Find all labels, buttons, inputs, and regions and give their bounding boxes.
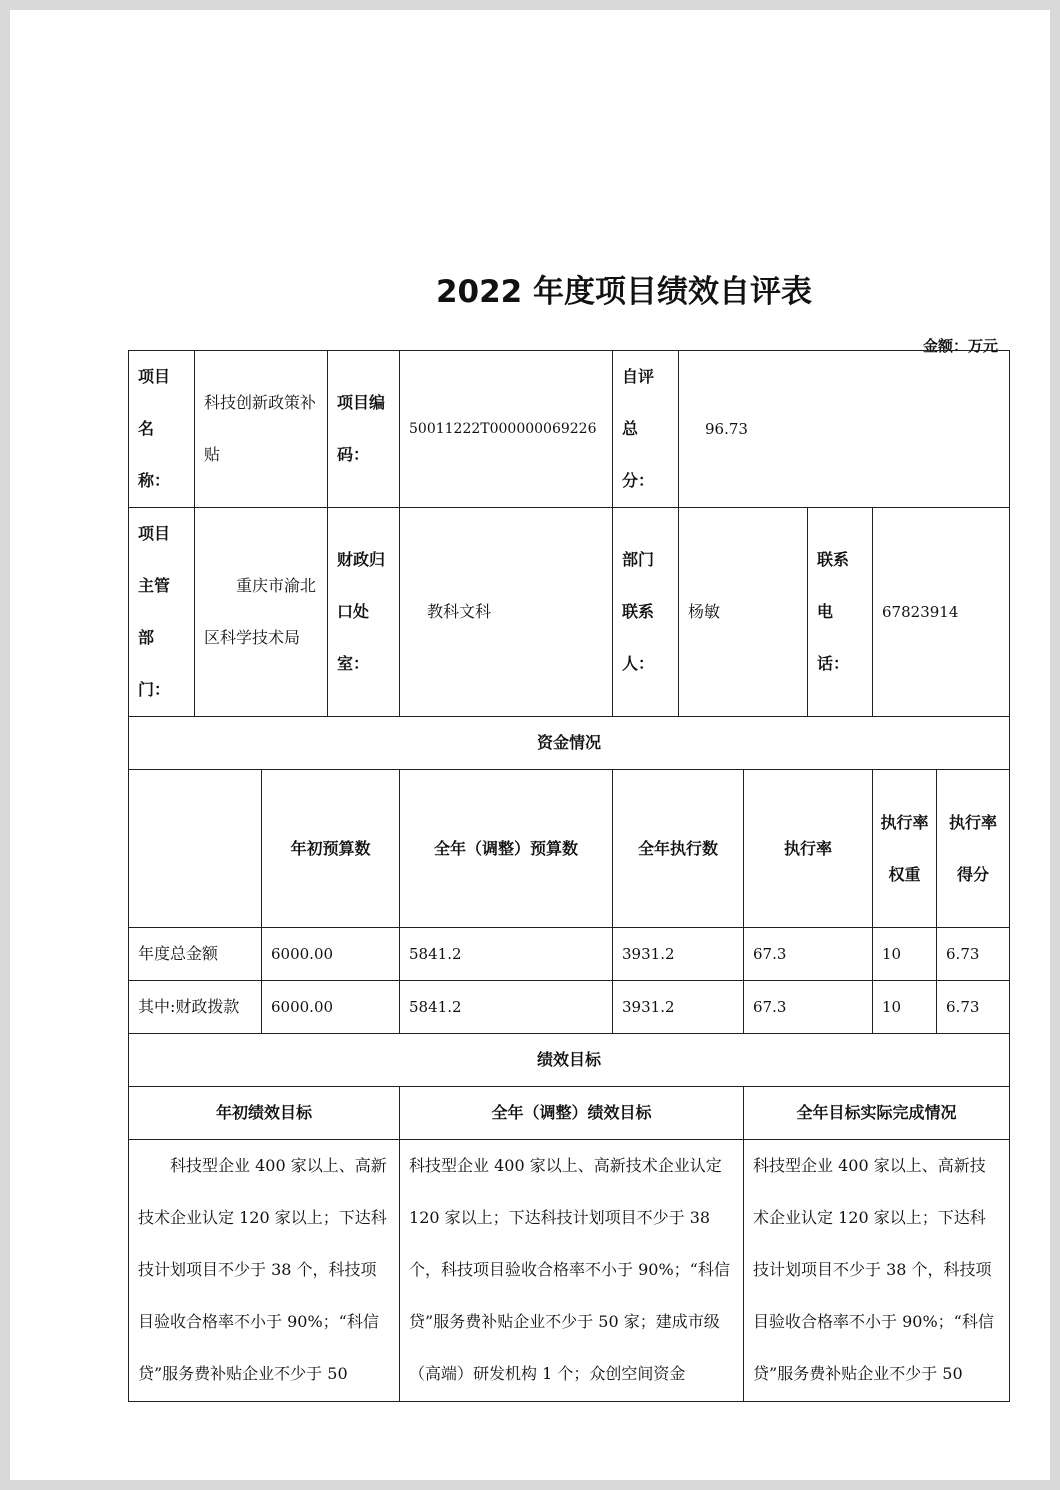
funds-header-blank bbox=[129, 770, 262, 928]
funds-row-score: 6.73 bbox=[937, 981, 1010, 1034]
funds-row-initial: 6000.00 bbox=[262, 928, 400, 981]
office-label: 财政归口处室： bbox=[328, 508, 400, 717]
project-name-value: 科技创新政策补贴 bbox=[195, 351, 328, 508]
dept-label: 项目主管部门： bbox=[129, 508, 195, 717]
funds-row bbox=[129, 981, 1010, 1034]
funds-header-adjusted-budget: 全年（调整）预算数 bbox=[400, 770, 613, 928]
goal-initial-text: 科技型企业 400 家以上、高新技术企业认定 120 家以上；下达科技计划项目不少于 38 个，科技项目验收合格率不小于 90%；“科信贷”服务费补贴企业不少于 50 bbox=[129, 1140, 400, 1402]
funds-section-row bbox=[129, 717, 1010, 770]
funds-row-label: 年度总金额 bbox=[129, 928, 262, 981]
project-row-2 bbox=[129, 508, 1010, 717]
goal-adjusted-text: 科技型企业 400 家以上、高新技术企业认定 120 家以上；下达科技计划项目不少于 38 个，科技项目验收合格率不小于 90%；“科信贷”服务费补贴企业不少于 50 家；建成市级（高端）研发机构 1 个；众创空间资金 bbox=[400, 1140, 744, 1402]
funds-row-adjusted: 5841.2 bbox=[400, 928, 613, 981]
funds-row-executed: 3931.2 bbox=[613, 981, 744, 1034]
goals-header-actual: 全年目标实际完成情况 bbox=[744, 1087, 1010, 1140]
page-title: 2022 年度项目绩效自评表 bbox=[435, 274, 813, 310]
goals-section-row bbox=[129, 1034, 1010, 1087]
funds-row-executed: 3931.2 bbox=[613, 928, 744, 981]
self-score-label: 自评总分： bbox=[613, 351, 679, 508]
unit-note: 金额：万元 bbox=[922, 337, 998, 355]
funds-row-initial: 6000.00 bbox=[262, 981, 400, 1034]
goal-actual-text: 科技型企业 400 家以上、高新技术企业认定 120 家以上；下达科技计划项目不少于 38 个，科技项目验收合格率不小于 90%；“科信贷”服务费补贴企业不少于 50 bbox=[744, 1140, 1010, 1402]
funds-row-rate: 67.3 bbox=[744, 981, 873, 1034]
funds-section-title: 资金情况 bbox=[129, 717, 1010, 770]
phone-value: 67823914 bbox=[873, 508, 1010, 717]
funds-header-weight: 执行率权重 bbox=[873, 770, 937, 928]
goals-header-row bbox=[129, 1087, 1010, 1140]
funds-row-label: 其中:财政拨款 bbox=[129, 981, 262, 1034]
funds-row-weight: 10 bbox=[873, 928, 937, 981]
project-name-label: 项目名称： bbox=[129, 351, 195, 508]
funds-row-adjusted: 5841.2 bbox=[400, 981, 613, 1034]
project-code-value: 50011222T000000069226 bbox=[400, 351, 613, 508]
office-value: 教科文科 bbox=[400, 508, 613, 717]
funds-row bbox=[129, 928, 1010, 981]
funds-header-initial-budget: 年初预算数 bbox=[262, 770, 400, 928]
evaluation-table bbox=[128, 350, 1010, 1402]
project-row-1 bbox=[129, 351, 1010, 508]
funds-header-score: 执行率得分 bbox=[937, 770, 1010, 928]
funds-row-weight: 10 bbox=[873, 981, 937, 1034]
funds-header-row bbox=[129, 770, 1010, 928]
goals-header-initial: 年初绩效目标 bbox=[129, 1087, 400, 1140]
goals-content-row bbox=[129, 1140, 1010, 1402]
contact-label: 部门联系人： bbox=[613, 508, 679, 717]
dept-value: 重庆市渝北区科学技术局 bbox=[195, 508, 328, 717]
funds-row-score: 6.73 bbox=[937, 928, 1010, 981]
goals-section-title: 绩效目标 bbox=[129, 1034, 1010, 1087]
funds-header-exec-rate: 执行率 bbox=[744, 770, 873, 928]
goals-header-adjusted: 全年（调整）绩效目标 bbox=[400, 1087, 744, 1140]
funds-header-executed: 全年执行数 bbox=[613, 770, 744, 928]
contact-value: 杨敏 bbox=[679, 508, 808, 717]
self-score-value: 96.73 bbox=[679, 351, 1010, 508]
funds-row-rate: 67.3 bbox=[744, 928, 873, 981]
phone-label: 联系电话： bbox=[808, 508, 873, 717]
project-code-label: 项目编码： bbox=[328, 351, 400, 508]
